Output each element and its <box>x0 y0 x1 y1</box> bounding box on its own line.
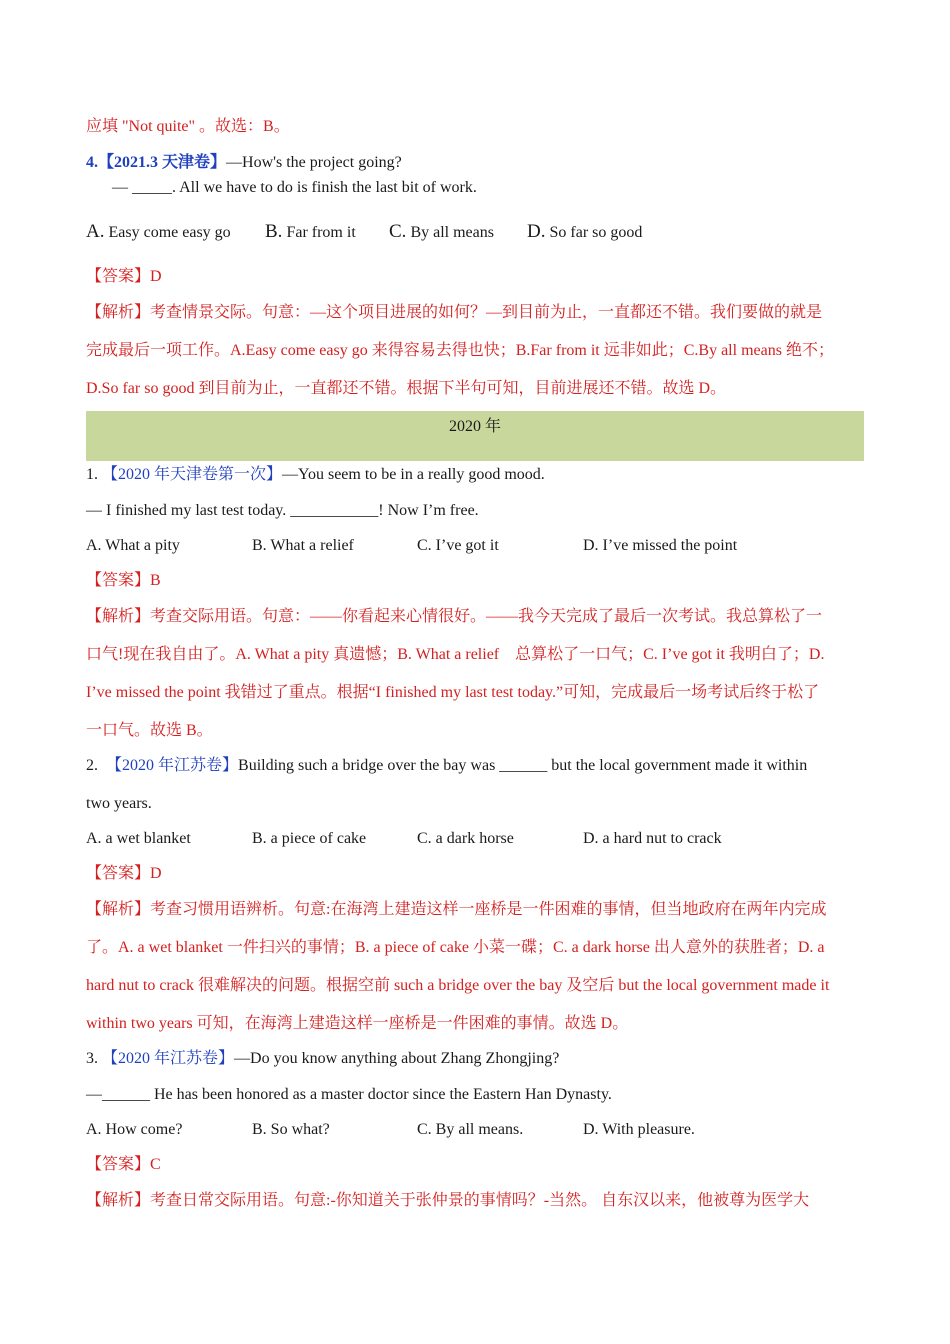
q2020-3-option-b: B. So what? <box>252 1121 330 1138</box>
q2020-2-analysis-line-4: within two years 可知，在海湾上建造这样一座桥是一件困难的事情。故选 D。 <box>86 1015 629 1032</box>
q4-option-d: D. So far so good <box>527 221 643 242</box>
q2020-2-prompt-cont: two years. <box>86 795 152 812</box>
q4-option-a: A. Easy come easy go <box>86 221 231 242</box>
q4-reply: — _____. All we have to do is finish the last bit of work. <box>112 179 477 196</box>
q4-prompt: —How's the project going? <box>226 154 402 171</box>
q4-analysis-line-3: D.So far so good 到目前为止，一直都还不错。根据下半句可知，目前进展还不错。故选 D。 <box>86 380 726 397</box>
q4-answer: 【答案】D <box>86 268 162 285</box>
q2020-3-source: 【2020 年江苏卷】 <box>102 1050 235 1067</box>
q2020-3-reply: —______ He has been honored as a master doctor since the Eastern Han Dynasty. <box>86 1086 612 1103</box>
q2020-2-analysis-line-2: 了。A. a wet blanket 一件扫兴的事情；B. a piece of cake 小菜一碟；C. a dark horse 出人意外的获胜者；D. a <box>86 939 825 956</box>
q2020-3-option-c: C. By all means. <box>417 1121 524 1138</box>
q2020-2-number: 2. <box>86 757 98 774</box>
q2020-3-prompt: —Do you know anything about Zhang Zhongjing? <box>234 1050 560 1067</box>
q2020-1-prompt: —You seem to be in a really good mood. <box>282 466 545 483</box>
previous-answer-tail: 应填 "Not quite" 。故选：B。 <box>86 118 290 135</box>
q4-number: 4. <box>86 154 98 171</box>
q2020-1-reply: — I finished my last test today. ___________! Now I’m free. <box>86 502 479 519</box>
q4-source: 【2021.3 天津卷】 <box>98 154 227 171</box>
q2020-1-number: 1. <box>86 466 98 483</box>
q2020-1-answer: 【答案】B <box>86 572 161 589</box>
q2020-2-analysis-line-3: hard nut to crack 很难解决的问题。根据空前 such a bridge over the bay 及空后 but the local government made it <box>86 977 830 994</box>
q2020-3-option-a: A. How come? <box>86 1121 183 1138</box>
q2020-1-analysis-line-2: 口气!现在我自由了。A. What a pity 真遗憾；B. What a relief 总算松了一口气；C. I’ve got it 我明白了；D. <box>86 646 825 663</box>
q2020-3-answer: 【答案】C <box>86 1156 161 1173</box>
q4-option-b: B. Far from it <box>265 221 356 242</box>
q4-stem <box>86 153 402 173</box>
q2020-1-option-a: A. What a pity <box>86 537 180 554</box>
q2020-3-number: 3. <box>86 1050 98 1067</box>
q4-option-c: C. By all means <box>389 221 494 242</box>
q2020-2-option-c: C. a dark horse <box>417 830 514 847</box>
section-banner-2020 <box>86 411 864 461</box>
q2020-1-analysis-line-3: I’ve missed the point 我错过了重点。根据“I finished my last test today.”可知，完成最后一场考试后终于松了 <box>86 684 820 701</box>
q2020-2-stem <box>86 756 807 776</box>
q2020-2-option-d: D. a hard nut to crack <box>583 830 722 847</box>
q2020-2-answer: 【答案】D <box>86 865 162 882</box>
q2020-1-stem <box>86 465 545 485</box>
q2020-2-option-b: B. a piece of cake <box>252 830 367 847</box>
q2020-1-option-c: C. I’ve got it <box>417 537 499 554</box>
q2020-3-option-d: D. With pleasure. <box>583 1121 695 1138</box>
q4-analysis-line-1: 【解析】考查情景交际。句意：—这个项目进展的如何？—到目前为止，一直都还不错。我们要做的就是 <box>86 304 823 321</box>
q2020-3-analysis-line-1: 【解析】考查日常交际用语。句意:-你知道关于张仲景的事情吗？-当然。 自东汉以来，他被尊为医学大 <box>86 1192 810 1209</box>
section-title: 2020 年 <box>448 418 501 435</box>
q2020-2-prompt: Building such a bridge over the bay was ______ but the local government made it within <box>238 757 808 774</box>
q2020-2-source: 【2020 年江苏卷】 <box>106 757 239 774</box>
q2020-1-source: 【2020 年天津卷第一次】 <box>102 466 283 483</box>
q2020-1-analysis-line-1: 【解析】考查交际用语。句意：——你看起来心情很好。——我今天完成了最后一次考试。我总算松了一 <box>86 608 823 625</box>
q2020-1-analysis-line-4: 一口气。故选 B。 <box>86 722 213 739</box>
q4-analysis-line-2: 完成最后一项工作。A.Easy come easy go 来得容易去得也快；B.Far from it 远非如此；C.By all means 绝不； <box>86 342 834 359</box>
q2020-1-option-d: D. I’ve missed the point <box>583 537 738 554</box>
q2020-1-option-b: B. What a relief <box>252 537 354 554</box>
q2020-3-stem <box>86 1049 559 1069</box>
q2020-2-analysis-line-1: 【解析】考查习惯用语辨析。句意:在海湾上建造这样一座桥是一件困难的事情，但当地政府在两年内完成 <box>86 901 827 918</box>
q2020-2-option-a: A. a wet blanket <box>86 830 191 847</box>
